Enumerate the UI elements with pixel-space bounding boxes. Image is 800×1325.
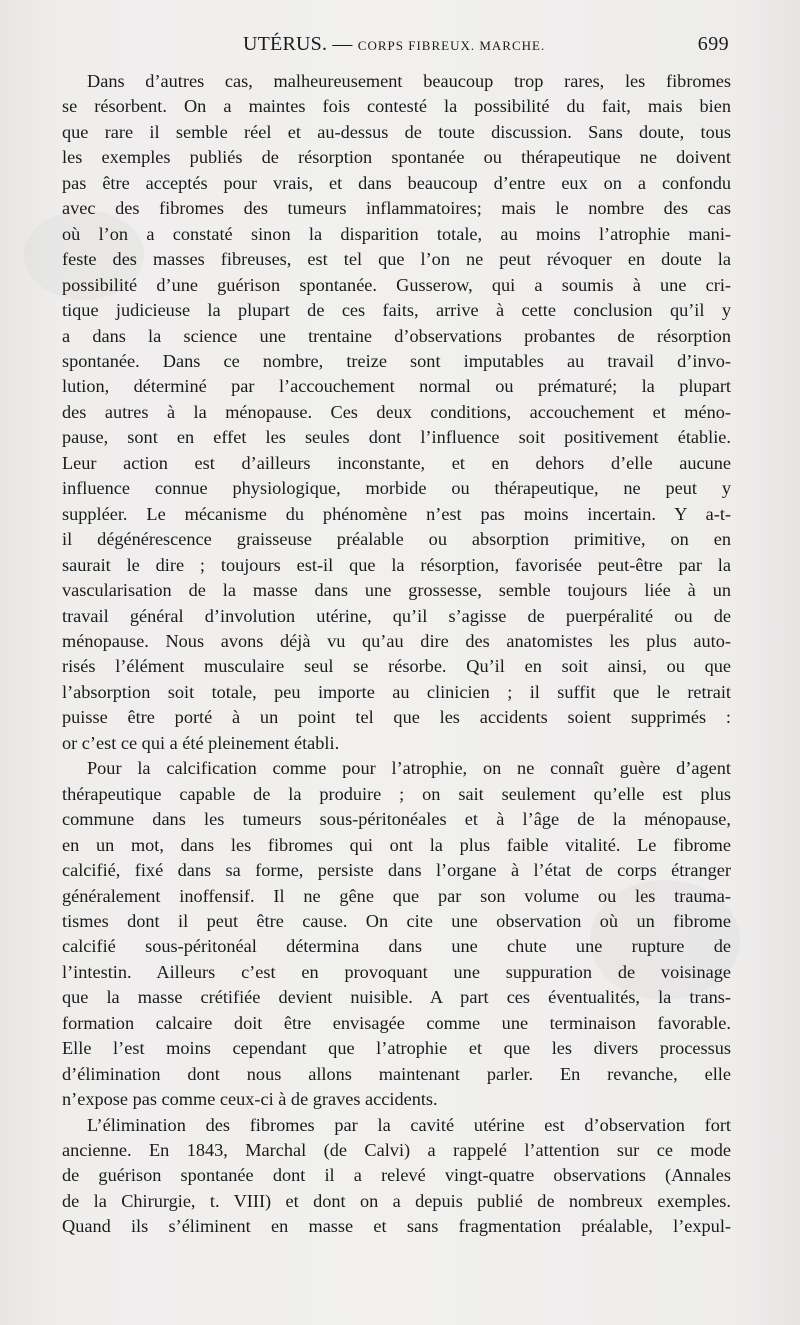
- text-line: que rare il semble réel et au-dessus de toute discussion. Sans doute, tous: [62, 121, 731, 142]
- text-line: Dans d’autres cas, malheureusement beaucoup trop rares, les fibromes: [87, 71, 731, 91]
- text-line: possibilité d’une guérison spontanée. Gusserow, qui a soumis à une cri-: [62, 274, 731, 295]
- text-line: généralement inoffensif. Il ne gêne que par son volume ou les trauma-: [62, 885, 731, 906]
- text-line: Pour la calcification comme pour l’atrophie, on ne connaît guère d’agent: [87, 758, 731, 779]
- text-line: suppléer. Le mécanisme du phénomène n’est pas moins incertain. Y a-t-: [62, 503, 731, 524]
- text-line: en un mot, dans les fibromes qui ont la plus faible vitalité. Le fibrome: [62, 834, 731, 855]
- text-line: Quand ils s’éliminent en masse et sans fragmentation préalable, l’expul-: [62, 1216, 731, 1237]
- text-line: commune dans les tumeurs sous-péritonéales et à l’âge de la ménopause,: [62, 809, 731, 830]
- text-line: se résorbent. On a maintes fois contesté la possibilité du fait, mais bien: [62, 96, 731, 117]
- text-line: de guérison spontanée dont il a relevé vingt-quatre observations (Annales: [62, 1165, 731, 1186]
- text-line: calcifié, fixé dans sa forme, persiste dans l’organe à l’état de corps étranger: [62, 860, 731, 881]
- text-line: tique judicieuse la plupart de ces faits, arrive à cette conclusion qu’il y: [62, 300, 731, 321]
- text-line: or c’est ce qui a été pleinement établi.: [62, 732, 340, 753]
- text-line: tismes dont il peut être cause. On cite une observation où un fibrome: [62, 910, 731, 931]
- text-line: a dans la science une trentaine d’observations probantes de résorption: [62, 325, 731, 346]
- page-number: 699: [697, 33, 729, 55]
- text-line: pas être acceptés pour vrais, et dans beaucoup d’entre eux on a confondu: [62, 172, 731, 193]
- text-line: vascularisation de la masse dans une grossesse, semble toujours liée à un: [62, 580, 731, 601]
- text-line: l’intestin. Ailleurs c’est en provoquant une suppuration de voisinage: [62, 961, 731, 982]
- text-line: Leur action est d’ailleurs inconstante, et en dehors d’elle aucune: [62, 452, 731, 473]
- text-line: ancienne. En 1843, Marchal (de Calvi) a rappelé l’attention sur ce mode: [62, 1140, 731, 1161]
- running-head-title: UTÉRUS. —: [243, 33, 358, 55]
- text-line: travail général d’involution utérine, qu’il s’agisse de puerpéralité ou de: [62, 605, 731, 626]
- text-line: où l’on a constaté sinon la disparition totale, au moins l’atrophie mani-: [62, 223, 731, 244]
- text-line: de la Chirurgie, t. VIII) et dont on a depuis publié de nombreux exemples.: [62, 1190, 731, 1211]
- text-line: puisse être porté à un point tel que les accidents soient supprimés :: [62, 707, 731, 728]
- text-line: saurait le dire ; toujours est-il que la résorption, favorisée peut-être par la: [62, 554, 731, 575]
- running-head: [243, 33, 545, 56]
- text-line: influence connue physiologique, morbide ou thérapeutique, ne peut y: [62, 478, 731, 499]
- text-line: formation calcaire doit être envisagée comme une terminaison favorable.: [62, 1012, 731, 1033]
- text-line: que la masse crétifiée devient nuisible. A part ces éventualités, la trans-: [62, 987, 731, 1008]
- text-line: les exemples publiés de résorption spontanée ou thérapeutique ne doivent: [62, 147, 731, 168]
- text-line: Elle l’est moins cependant que l’atrophie et que les divers processus: [62, 1038, 731, 1059]
- text-line: calcifié sous-péritonéal détermina dans une chute une rupture de: [62, 936, 731, 957]
- text-line: avec des fibromes des tumeurs inflammatoires; mais le nombre des cas: [62, 198, 731, 219]
- text-line: l’absorption soit totale, peu importe au clinicien ; il suffit que le retrait: [62, 681, 731, 702]
- text-line: risés l’élément musculaire seul se résorbe. Qu’il en soit ainsi, ou que: [62, 656, 731, 677]
- text-line: spontanée. Dans ce nombre, treize sont imputables au travail d’invo-: [62, 350, 731, 371]
- text-line: n’expose pas comme ceux-ci à de graves accidents.: [62, 1089, 438, 1110]
- text-line: L’élimination des fibromes par la cavité utérine est d’observation fort: [87, 1114, 731, 1135]
- text-line: lution, déterminé par l’accouchement normal ou prématuré; la plupart: [62, 376, 731, 397]
- text-line: thérapeutique capable de la produire ; on sait seulement qu’elle est plus: [62, 783, 731, 804]
- running-head-subtitle: CORPS FIBREUX. MARCHE.: [357, 38, 546, 53]
- text-line: des autres à la ménopause. Ces deux conditions, accouchement et méno-: [62, 401, 731, 422]
- text-line: ménopause. Nous avons déjà vu qu’au dire des anatomistes les plus auto-: [62, 630, 731, 651]
- text-line: feste des masses fibreuses, est tel que l’on ne peut révoquer en doute la: [62, 249, 731, 270]
- text-line: pause, sont en effet les seules dont l’influence soit positivement établie.: [62, 427, 731, 448]
- body-text: [62, 69, 731, 1240]
- page-header: [0, 33, 800, 59]
- text-line: il dégénérescence graisseuse préalable ou absorption primitive, on en: [62, 529, 731, 550]
- text-line: d’élimination dont nous allons maintenant parler. En revanche, elle: [62, 1063, 731, 1084]
